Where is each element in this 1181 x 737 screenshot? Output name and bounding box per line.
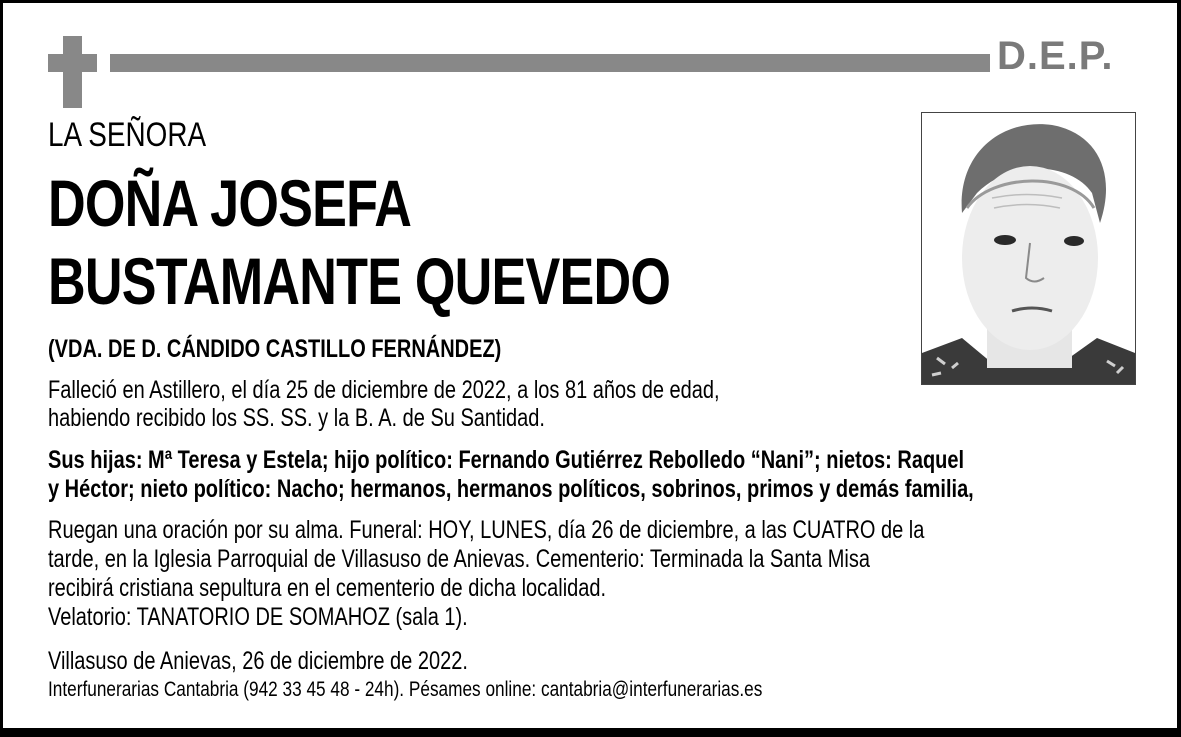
cross-icon-arm: [48, 54, 97, 72]
bottom-border-bar: [0, 728, 1181, 737]
family-line2: y Héctor; nieto político: Nacho; hermanos, hermanos políticos, sobrinos, primos y demás familia,: [48, 475, 974, 503]
title-prefix: LA SEÑORA: [48, 116, 207, 154]
deceased-name-line1: DOÑA JOSEFA: [48, 166, 412, 240]
funeral-line1: Ruegan una oración por su alma. Funeral: HOY, LUNES, día 26 de diciembre, a las CUATRO de la: [48, 516, 925, 544]
widow-of-line: (VDA. DE D. CÁNDIDO CASTILLO FERNÁNDEZ): [48, 335, 502, 363]
portrait-photo: [921, 112, 1136, 385]
death-info-line2: habiendo recibido los SS. SS. y la B. A. de Su Santidad.: [48, 404, 545, 432]
funeral-home-contact: Interfunerarias Cantabria (942 33 45 48 - 24h). Pésames online: cantabria@interfunerarias.es: [48, 678, 763, 701]
death-info-line1: Falleció en Astillero, el día 25 de diciembre de 2022, a los 81 años de edad,: [48, 376, 720, 404]
family-line1: Sus hijas: Mª Teresa y Estela; hijo político: Fernando Gutiérrez Rebolledo “Nani”; nietos: Raquel: [48, 446, 965, 474]
funeral-line2: tarde, en la Iglesia Parroquial de Villasuso de Anievas. Cementerio: Terminada la Santa Misa: [48, 545, 870, 573]
place-date: Villasuso de Anievas, 26 de diciembre de 2022.: [48, 647, 468, 675]
portrait-illustration: [922, 113, 1135, 384]
deceased-name-line2: BUSTAMANTE QUEVEDO: [48, 244, 671, 318]
cross-icon: [63, 36, 82, 108]
header-rule: [110, 54, 990, 72]
funeral-line3: recibirá cristiana sepultura en el cementerio de dicha localidad.: [48, 574, 607, 602]
wake-line: Velatorio: TANATORIO DE SOMAHOZ (sala 1).: [48, 603, 468, 631]
dep-label: D.E.P.: [997, 34, 1114, 78]
